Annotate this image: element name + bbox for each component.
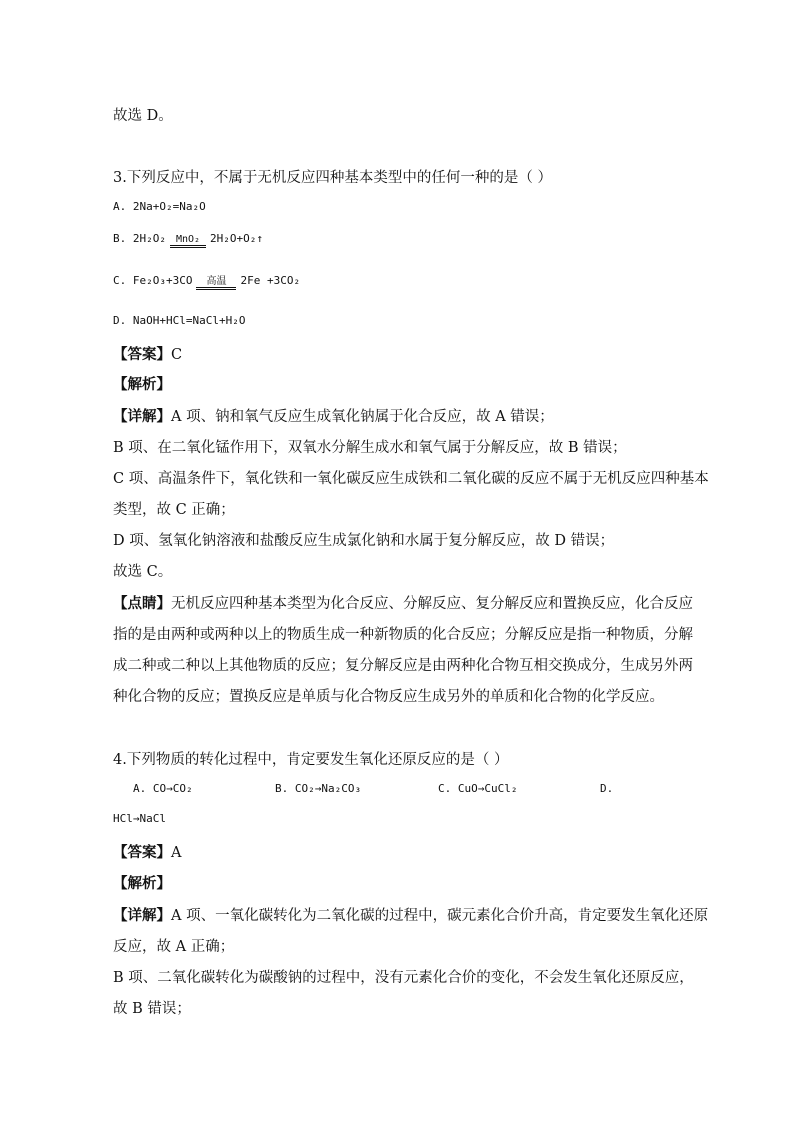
question-4-detail-2a: B 项、二氧化碳转化为碳酸钠的过程中，没有元素化合价的变化，不会发生氧化还原反应， bbox=[113, 970, 694, 986]
option-c-condition bbox=[196, 276, 236, 290]
detail-label: 【详解】 bbox=[113, 907, 171, 924]
option-b-product: 2H₂O+O₂↑ bbox=[209, 232, 263, 245]
question-4-option-b: B. CO₂→Na₂CO₃ bbox=[275, 782, 362, 795]
question-4-option-c: C. CuO→CuCl₂ bbox=[438, 782, 518, 795]
answer-label: 【答案】 bbox=[113, 346, 171, 363]
question-4-option-a: A. CO→CO₂ bbox=[133, 782, 193, 795]
question-3-answer bbox=[113, 343, 182, 364]
condition-label: 高温 bbox=[206, 276, 227, 287]
question-3-points-2: 指的是由两种或两种以上的物质生成一种新物质的化合反应；分解反应是指一种物质，分解 bbox=[113, 627, 693, 643]
question-3-option-c bbox=[113, 274, 300, 290]
option-b-reactant: B. 2H₂O₂ bbox=[113, 232, 166, 245]
question-4-stem: 4.下列物质的转化过程中，肯定要发生氧化还原反应的是（ ） bbox=[113, 752, 509, 768]
question-4-analysis-label: 【解析】 bbox=[113, 875, 171, 892]
option-c-reactant: C. Fe₂O₃+3CO bbox=[113, 274, 193, 287]
question-3-stem: 3.下列反应中，不属于无机反应四种基本类型中的任何一种的是（ ） bbox=[113, 170, 552, 186]
condition-bar bbox=[196, 287, 236, 290]
condition-label: MnO₂ bbox=[175, 234, 201, 245]
question-4-detail-1b: 反应，故 A 正确； bbox=[113, 939, 235, 955]
question-3-analysis-label: 【解析】 bbox=[113, 376, 171, 393]
points-text: 无机反应四种基本类型为化合反应、分解反应、复分解反应和置换反应，化合反应 bbox=[171, 596, 693, 612]
question-4-option-d: HCl→NaCl bbox=[113, 812, 166, 825]
question-3-detail-2: B 项、在二氧化锰作用下，双氧水分解生成水和氧气属于分解反应，故 B 错误； bbox=[113, 440, 627, 456]
question-4-option-d-label: D. bbox=[600, 782, 614, 795]
question-4-answer bbox=[113, 841, 181, 862]
question-3-points-3: 成二种或二种以上其他物质的反应；复分解反应是由两种化合物互相交换成分，生成另外两 bbox=[113, 658, 693, 674]
points-label: 【点睛】 bbox=[113, 595, 171, 612]
question-3-conclusion: 故选 C。 bbox=[113, 564, 173, 580]
question-3-option-b bbox=[113, 232, 263, 248]
answer-value: A bbox=[171, 845, 182, 861]
question-3-detail-3a: C 项、高温条件下，氧化铁和一氧化碳反应生成铁和二氧化碳的反应不属于无机反应四种基本 bbox=[113, 471, 709, 487]
question-3-option-a: A. 2Na+O₂=Na₂O bbox=[113, 200, 206, 213]
detail-label: 【详解】 bbox=[113, 408, 171, 425]
question-4-detail-1a bbox=[113, 904, 708, 925]
question-3-detail-4: D 项、氢氧化钠溶液和盐酸反应生成氯化钠和水属于复分解反应，故 D 错误； bbox=[113, 533, 615, 549]
detail-text: A 项、钠和氧气反应生成氧化钠属于化合反应，故 A 错误； bbox=[171, 409, 554, 425]
question-3-points-1 bbox=[113, 592, 693, 613]
question-3-option-d: D. NaOH+HCl=NaCl+H₂O bbox=[113, 314, 246, 327]
answer-value: C bbox=[171, 347, 183, 363]
detail-text: A 项、一氧化碳转化为二氧化碳的过程中，碳元素化合价升高，肯定要发生氧化还原 bbox=[171, 908, 709, 924]
answer-label: 【答案】 bbox=[113, 844, 171, 861]
question-3-points-4: 种化合物的反应；置换反应是单质与化合物反应生成另外的单质和化合物的化学反应。 bbox=[113, 689, 664, 705]
option-c-product: 2Fe +3CO₂ bbox=[240, 274, 301, 287]
previous-conclusion: 故选 D。 bbox=[113, 108, 173, 124]
question-3-detail-3b: 类型，故 C 正确； bbox=[113, 502, 235, 518]
question-3-detail-1 bbox=[113, 405, 554, 426]
condition-bar bbox=[170, 245, 206, 248]
question-4-detail-2b: 故 B 错误； bbox=[113, 1001, 191, 1017]
option-b-condition bbox=[170, 234, 206, 248]
